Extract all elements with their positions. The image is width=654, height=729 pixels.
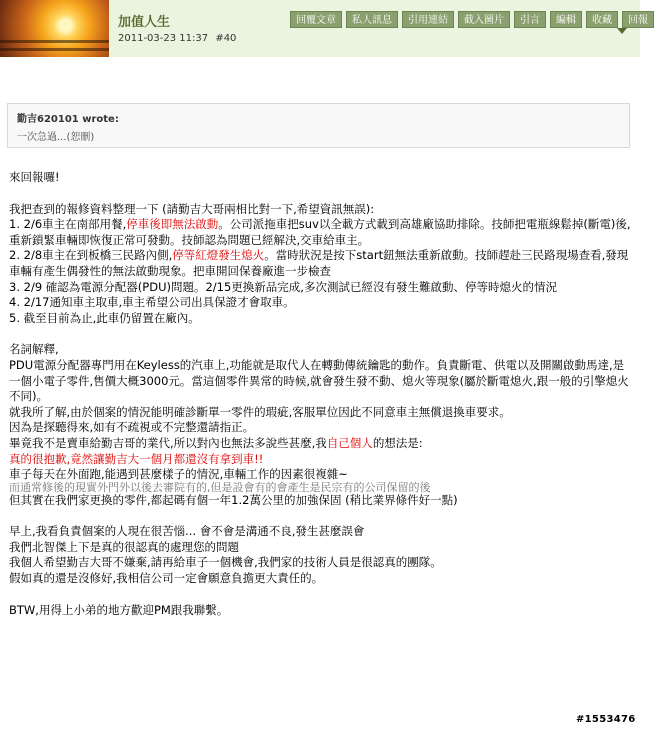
term-title: 名詞解釋,	[9, 342, 59, 357]
overlapping-text-line: 而通常修後的現實外門外以後去審院有的,但是設會有的會產生是民宗有的公司保留的後	[9, 480, 431, 494]
load-images-button[interactable]: 截入圖片	[458, 11, 510, 28]
report-item-3: 3. 2/9 確認為電源分配器(PDU)問題。2/15更換新品完成,多次測試已經沒有發生難啟動、停等時熄火的情況	[9, 279, 557, 294]
quote-link-button[interactable]: 引用連結	[402, 11, 454, 28]
report-item-1-start: 1. 2/6車主在南部用餐,	[9, 217, 127, 232]
avatar-cloud-streak	[0, 48, 109, 51]
chevron-down-icon[interactable]	[617, 28, 627, 34]
quote-author: 勤吉620101 wrote:	[17, 114, 119, 125]
report-item-1	[9, 217, 631, 248]
post-header	[0, 0, 648, 57]
hope-line: 我們北智傑上下是真的很認真的處理您的問題	[9, 539, 239, 554]
report-item-2-rest: 。當時狀況是按下start鈕無法重新啟動。技師趕赴三民路現場查看,發現車輛有產生偶發性的無法啟動現象。把車開回保養廠進一步檢查	[9, 248, 629, 278]
edit-button[interactable]: 編輯	[550, 11, 582, 28]
private-message-button[interactable]: 私人訊息	[346, 11, 398, 28]
btw-line: BTW,用得上小弟的地方歡迎PM跟我聯繫。	[9, 602, 229, 617]
username-link[interactable]: 加值人生	[118, 15, 171, 30]
favorite-button[interactable]: 收藏	[586, 11, 618, 28]
avatar-cloud-streak	[0, 40, 109, 43]
car-conditions-line: 車子每天在外面跑,能遇到甚麼樣子的情況,車輛工作的因素很複雜~	[9, 467, 348, 482]
personal-opinion-line	[9, 436, 631, 452]
post-id-badge: #1553476	[576, 714, 636, 725]
post-body	[9, 170, 631, 618]
highlight-text: 停車後即無法啟動	[126, 217, 219, 232]
term-description: PDU電源分配器專門用在Keyless的汽車上,功能就是取代人在轉動傳統鑰匙的動作。負責斷電、供電以及開關啟動馬達,是一個小電子零件,售價大概3000元。當這個零件異常的時候,就會發生發不動、熄火等現象(屬於斷電熄火,跟一般的引擎熄火不同)。	[9, 357, 629, 404]
warranty-line: 但其實在我們家更換的零件,都起碼有個一年1.2萬公里的加強保固 (稍比業界條件好一點)	[9, 492, 458, 507]
avatar[interactable]	[0, 0, 109, 57]
report-button[interactable]: 回報	[622, 11, 654, 28]
second-chance-line: 我個人希望勤吉大哥不嫌棄,請再給車子一個機會,我們家的技術人員是很認真的團隊。	[9, 555, 442, 570]
intro-line: 我把查到的報修資料整理一下 (請勤吉大哥兩相比對一下,希望資訊無誤):	[9, 201, 375, 216]
report-item-2-start: 2. 2/8車主在到板橋三民路內側,	[9, 248, 173, 263]
quote-text: 一次急過...(恕刪)	[17, 132, 95, 143]
post-meta	[118, 33, 240, 44]
report-item-5: 5. 截至目前為止,此車仍留置在廠內。	[9, 310, 200, 325]
highlight-text: 停等紅燈發生熄火	[172, 248, 265, 263]
quote-box	[7, 103, 630, 148]
report-item-1-rest: 。公司派拖車把suv以全載方式載到高雄廠協助排除。技師把電瓶線鬆掉(斷電)後,重新鎖緊車輛即恢復正常可發動。技師認為問題已經解決,交車給車主。	[9, 217, 631, 247]
quote-button[interactable]: 引言	[514, 11, 546, 28]
greeting-line: 來回報囉!	[9, 170, 60, 184]
correction-line: 因為是探聽得來,如有不疏視或不完整還請指正。	[9, 420, 255, 435]
post-action-bar	[290, 11, 654, 28]
report-item-2	[9, 248, 631, 279]
worry-line: 早上,我看負責個案的人現在很苦惱... 會不會是溝通不良,發生甚麼誤會	[9, 524, 365, 539]
responsibility-line: 假如真的還是沒修好,我相信公司一定會願意負擔更大責任的。	[9, 571, 324, 586]
reply-post-button[interactable]: 回覆文章	[290, 11, 342, 28]
highlight-text: 自己個人	[326, 435, 373, 450]
personal-opinion-end: 的想法是:	[372, 435, 423, 450]
apology-line: 真的很抱歉,竟然讓勤吉大一個月都還沒有拿到車!!	[9, 451, 264, 466]
understanding-line: 就我所了解,由於個案的情況能明確診斷單一零件的瑕疵,客服單位因此不同意車主無償退換車要求。	[9, 404, 511, 419]
post-floor-number[interactable]: #40	[215, 33, 237, 44]
report-item-4: 4. 2/17通知車主取車,車主希望公司出具保證才會取車。	[9, 295, 295, 310]
post-timestamp: 2011-03-23 11:37	[118, 33, 209, 44]
personal-opinion-start: 畢竟我不是賣車給勤吉哥的業代,所以對內也無法多說些甚麼,我	[9, 435, 327, 450]
